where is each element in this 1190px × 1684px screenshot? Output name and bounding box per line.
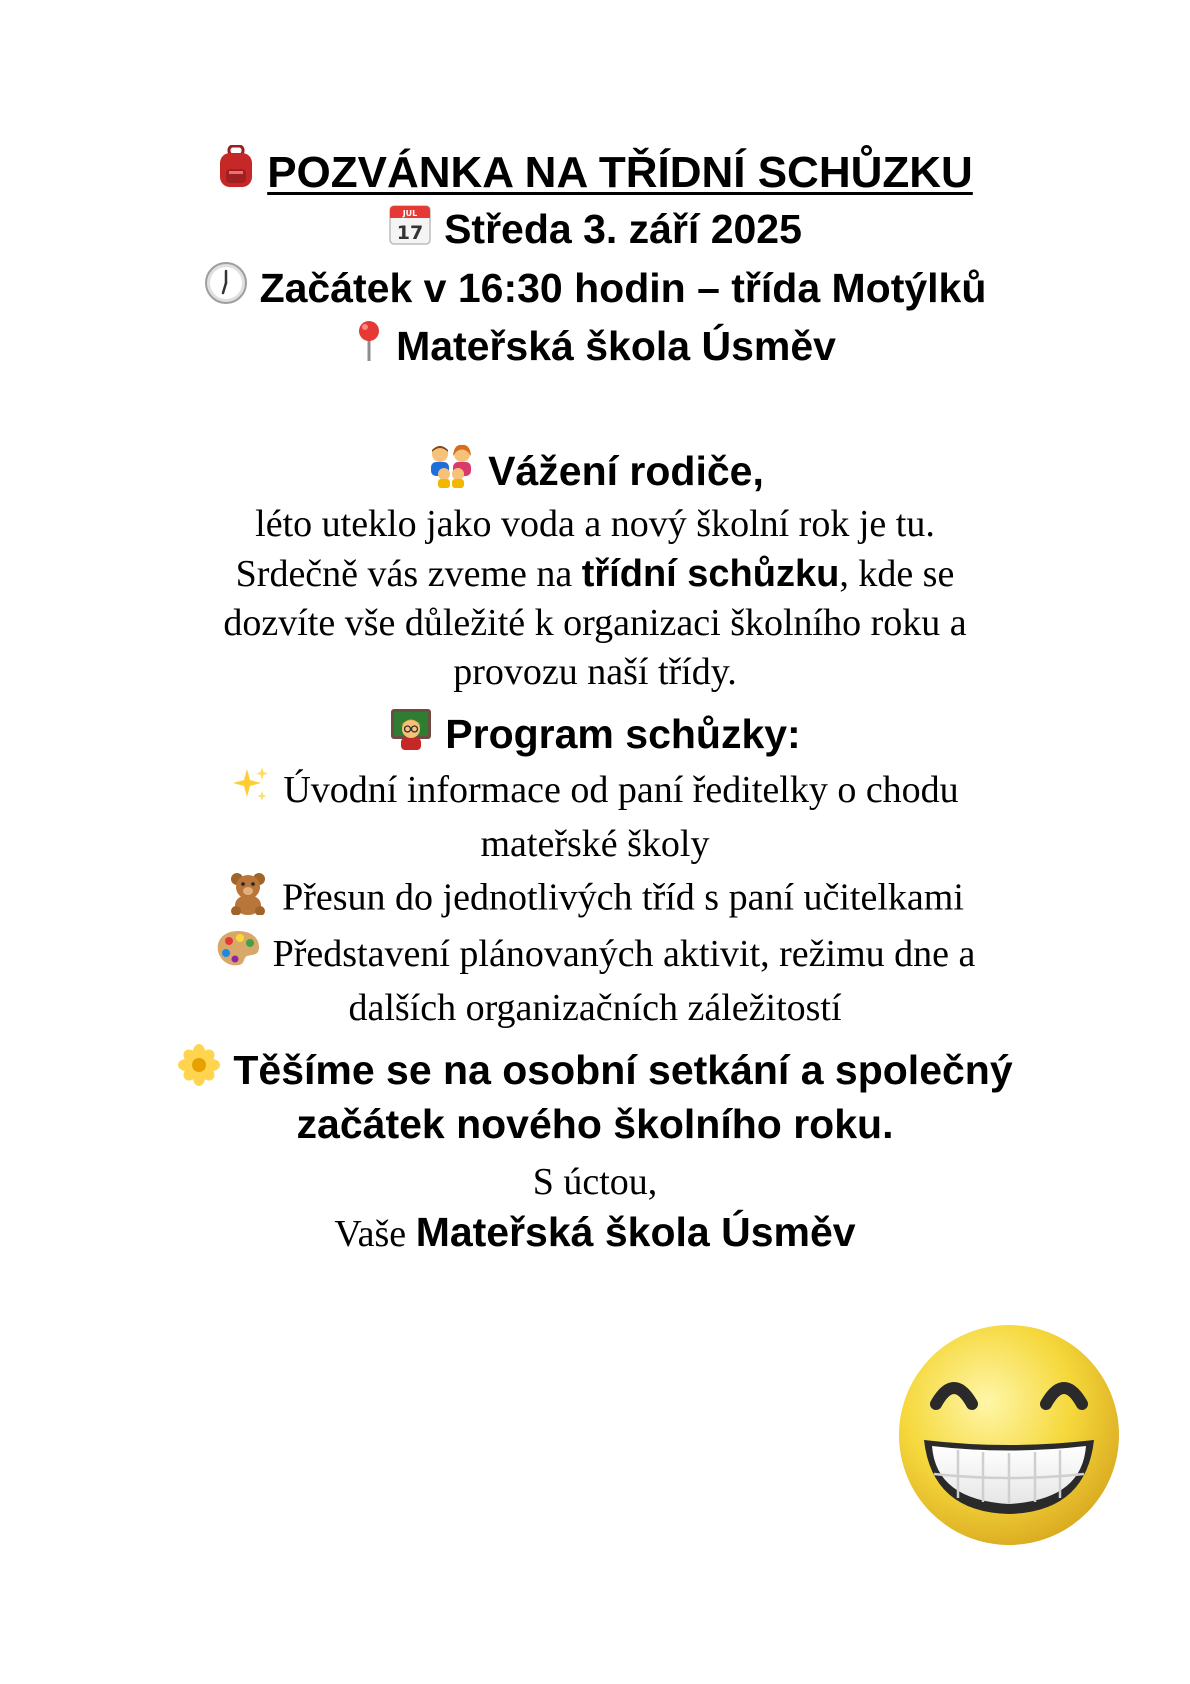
intro-line-2-post: , kde se — [839, 553, 955, 595]
place-text: Mateřská škola Úsměv — [396, 322, 836, 369]
signoff-from-pre: Vaše — [334, 1213, 416, 1255]
closing-line-2: začátek nového školního roku. — [296, 1101, 894, 1147]
program-item-3-cont: dalších organizačních záležitostí — [348, 987, 842, 1029]
intro-line-2 — [0, 552, 1190, 596]
program-heading — [0, 710, 1190, 764]
closing-line-1 — [0, 1046, 1190, 1100]
program-heading-text: Program schůzky: — [445, 710, 801, 757]
greeting — [0, 447, 1190, 501]
intro-line-4: provozu naší třídy. — [453, 651, 737, 693]
meeting-place — [0, 322, 1190, 376]
intro-emphasis: třídní schůzku — [581, 553, 840, 595]
program-item-1-cont: mateřské školy — [480, 823, 710, 865]
svg-text:17: 17 — [396, 222, 424, 244]
backpack-icon — [217, 145, 255, 200]
teacher-icon — [389, 707, 433, 761]
intro-line-2-pre: Srdečně vás zveme na — [235, 553, 582, 595]
greeting-text: Vážení rodiče, — [488, 447, 764, 494]
svg-text:JUL: JUL — [402, 209, 418, 218]
signoff-from — [0, 1209, 1190, 1256]
intro-line-3: dozvíte vše důležité k organizaci školního roku a — [223, 602, 967, 644]
title-text: POZVÁNKA NA TŘÍDNÍ SCHŮZKU — [267, 148, 973, 198]
program-item-1 — [0, 768, 1190, 818]
program-item-3-text: Představení plánovaných aktivit, režimu dne a — [272, 933, 976, 975]
date-text: Středa 3. září 2025 — [444, 205, 802, 252]
closing-line-1-text: Těšíme se na osobní setkání a společný — [233, 1046, 1013, 1093]
sparkles-icon — [231, 765, 271, 815]
clock-icon — [204, 261, 248, 315]
program-item-3 — [0, 932, 1190, 982]
meeting-date — [0, 205, 1190, 259]
program-item-2-text: Přesun do jednotlivých tříd s paní učitelkami — [282, 876, 964, 919]
grinning-face-icon — [896, 1322, 1122, 1548]
calendar-icon — [388, 202, 432, 256]
signoff-regards: S úctou, — [532, 1161, 658, 1203]
teddy-bear-icon — [226, 871, 270, 925]
program-item-1-text: Úvodní informace od paní ředitelky o chodu — [283, 769, 959, 811]
pushpin-icon — [354, 319, 384, 373]
invitation-title — [0, 148, 1190, 203]
time-text: Začátek v 16:30 hodin – třída Motýlků — [259, 264, 987, 311]
blossom-icon — [177, 1043, 221, 1097]
program-item-2 — [0, 874, 1190, 928]
family-icon — [426, 444, 476, 498]
signoff-school-name: Mateřská škola Úsměv — [415, 1209, 856, 1255]
intro-line-1: léto uteklo jako voda a nový školní rok je tu. — [255, 503, 935, 545]
meeting-time — [0, 264, 1190, 318]
palette-icon — [215, 929, 261, 979]
